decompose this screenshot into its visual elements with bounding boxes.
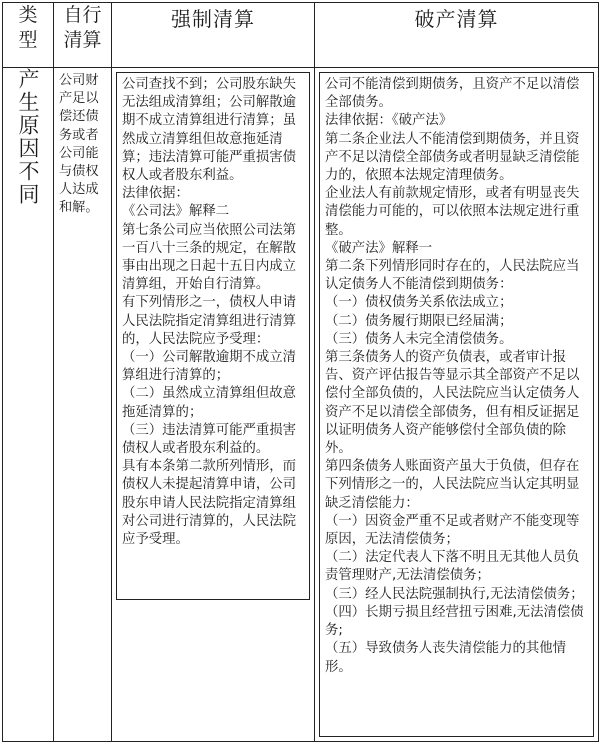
self-liquidation-cell [54,68,112,742]
header-forced-liquidation: 强制清算 [112,3,315,68]
forced-paragraph: （二）虽然成立清算组但故意拖延清算的； [122,386,297,420]
bankruptcy-paragraph: （三）经人民法院强制执行,无法清偿债务； [325,586,584,602]
comparison-table [2,2,599,742]
forced-liquidation-cell [112,68,315,742]
bankruptcy-liquidation-box [319,72,594,737]
bankruptcy-paragraph: （五）导致债务人丧失清偿能力的其他情形。 [325,641,567,675]
bankruptcy-paragraph: （一）债权债务关系依法成立； [325,295,513,311]
bankruptcy-paragraph: 《破产法》解释一 [325,240,433,256]
bankruptcy-paragraph: （四）长期亏损且经营扭亏困难,无法清偿债务; [325,604,584,639]
header-bankruptcy-liquidation: 破产清算 [315,3,599,68]
forced-paragraph: 《公司法》解释二 [122,204,230,220]
bankruptcy-paragraph: （二）债务履行期限已经届满； [325,313,513,329]
forced-paragraph: 具有本条第二款所列情形，而债权人未提起清算申请，公司股东申请人民法院指定清算组对公司进行清算的，人民法院应予受理。 [122,459,297,548]
bankruptcy-paragraph: 法律依据：《破产法》 [325,113,453,129]
bankruptcy-paragraph: （一）因资金严重不足或者财产不能变现等原因，无法清偿债务； [325,513,580,548]
forced-paragraph: 法律依据： [122,186,189,202]
header-self-liquidation [54,3,112,68]
header-type-line1: 类 [18,4,38,26]
self-liquidation-text: 公司财产足以偿还债务或者公司能与债权人达成和解。 [59,73,99,216]
header-type-line2: 型 [18,29,38,51]
bankruptcy-paragraph: 第三条债务人的资产负债表，或者审计报告、资产评估报告等显示其全部资产不足以偿付全部负债的，人民法院应当认定债务人资产不足以清偿全部债务，但有相反证据足以证明债务人资产能够偿付全部负债的除外。 [325,350,580,457]
bankruptcy-paragraph: 第二条企业法人不能清偿到期债务，并且资产不足以清偿全部债务或者明显缺乏清偿能力的，依照本法规定清理债务。 [325,131,580,184]
bankruptcy-paragraph: 第二条下列情形同时存在的，人民法院应当认定债务人不能清偿到期债务： [325,259,580,293]
bankruptcy-liquidation-cell [315,68,599,742]
forced-paragraph: （一）公司解散逾期不成立清算组进行清算的； [122,350,297,384]
bankruptcy-paragraph: 第四条债务人账面资产虽大于负债，但存在下列情形之一的，人民法院应当认定其明显缺乏清偿能力： [325,459,580,511]
bankruptcy-paragraph: 企业法人有前款规定情形，或者有明显丧失清偿能力可能的，可以依照本法规定进行重整。 [325,186,580,238]
forced-paragraph: 有下列情形之一，债权人申请人民法院指定清算组进行清算的，人民法院应予受理： [122,295,297,347]
forced-paragraph: 第七条公司应当依照公司法第一百八十三条的规定，在解散事由出现之日起十五日内成立清算组，开始自行清算。 [122,222,297,293]
header-self-line1: 自行 [63,4,102,26]
forced-paragraph: 公司查找不到；公司股东缺失无法组成清算组；公司解散逾期不成立清算组进行清算；虽然成立清算组但故意拖延清算；违法清算可能严重损害债权人或者股东利益。 [122,77,297,184]
forced-paragraph: （三）违法清算可能严重损害债权人或者股东利益的。 [122,422,297,457]
bankruptcy-paragraph: （三）债务人未完全清偿债务。 [325,331,513,347]
reason-row [3,68,599,742]
bankruptcy-paragraph: （二）法定代表人下落不明且无其他人员负责管理财产,无法清偿债务； [325,550,580,584]
row-type-cell [3,68,54,742]
bankruptcy-paragraph: 公司不能清偿到期债务，且资产不足以清偿全部债务。 [325,77,580,111]
header-self-line2: 清算 [63,29,102,51]
row-type-label: 产生原因不同 [16,68,40,206]
forced-liquidation-box [116,72,310,600]
header-row [3,3,599,68]
header-type [3,3,54,68]
